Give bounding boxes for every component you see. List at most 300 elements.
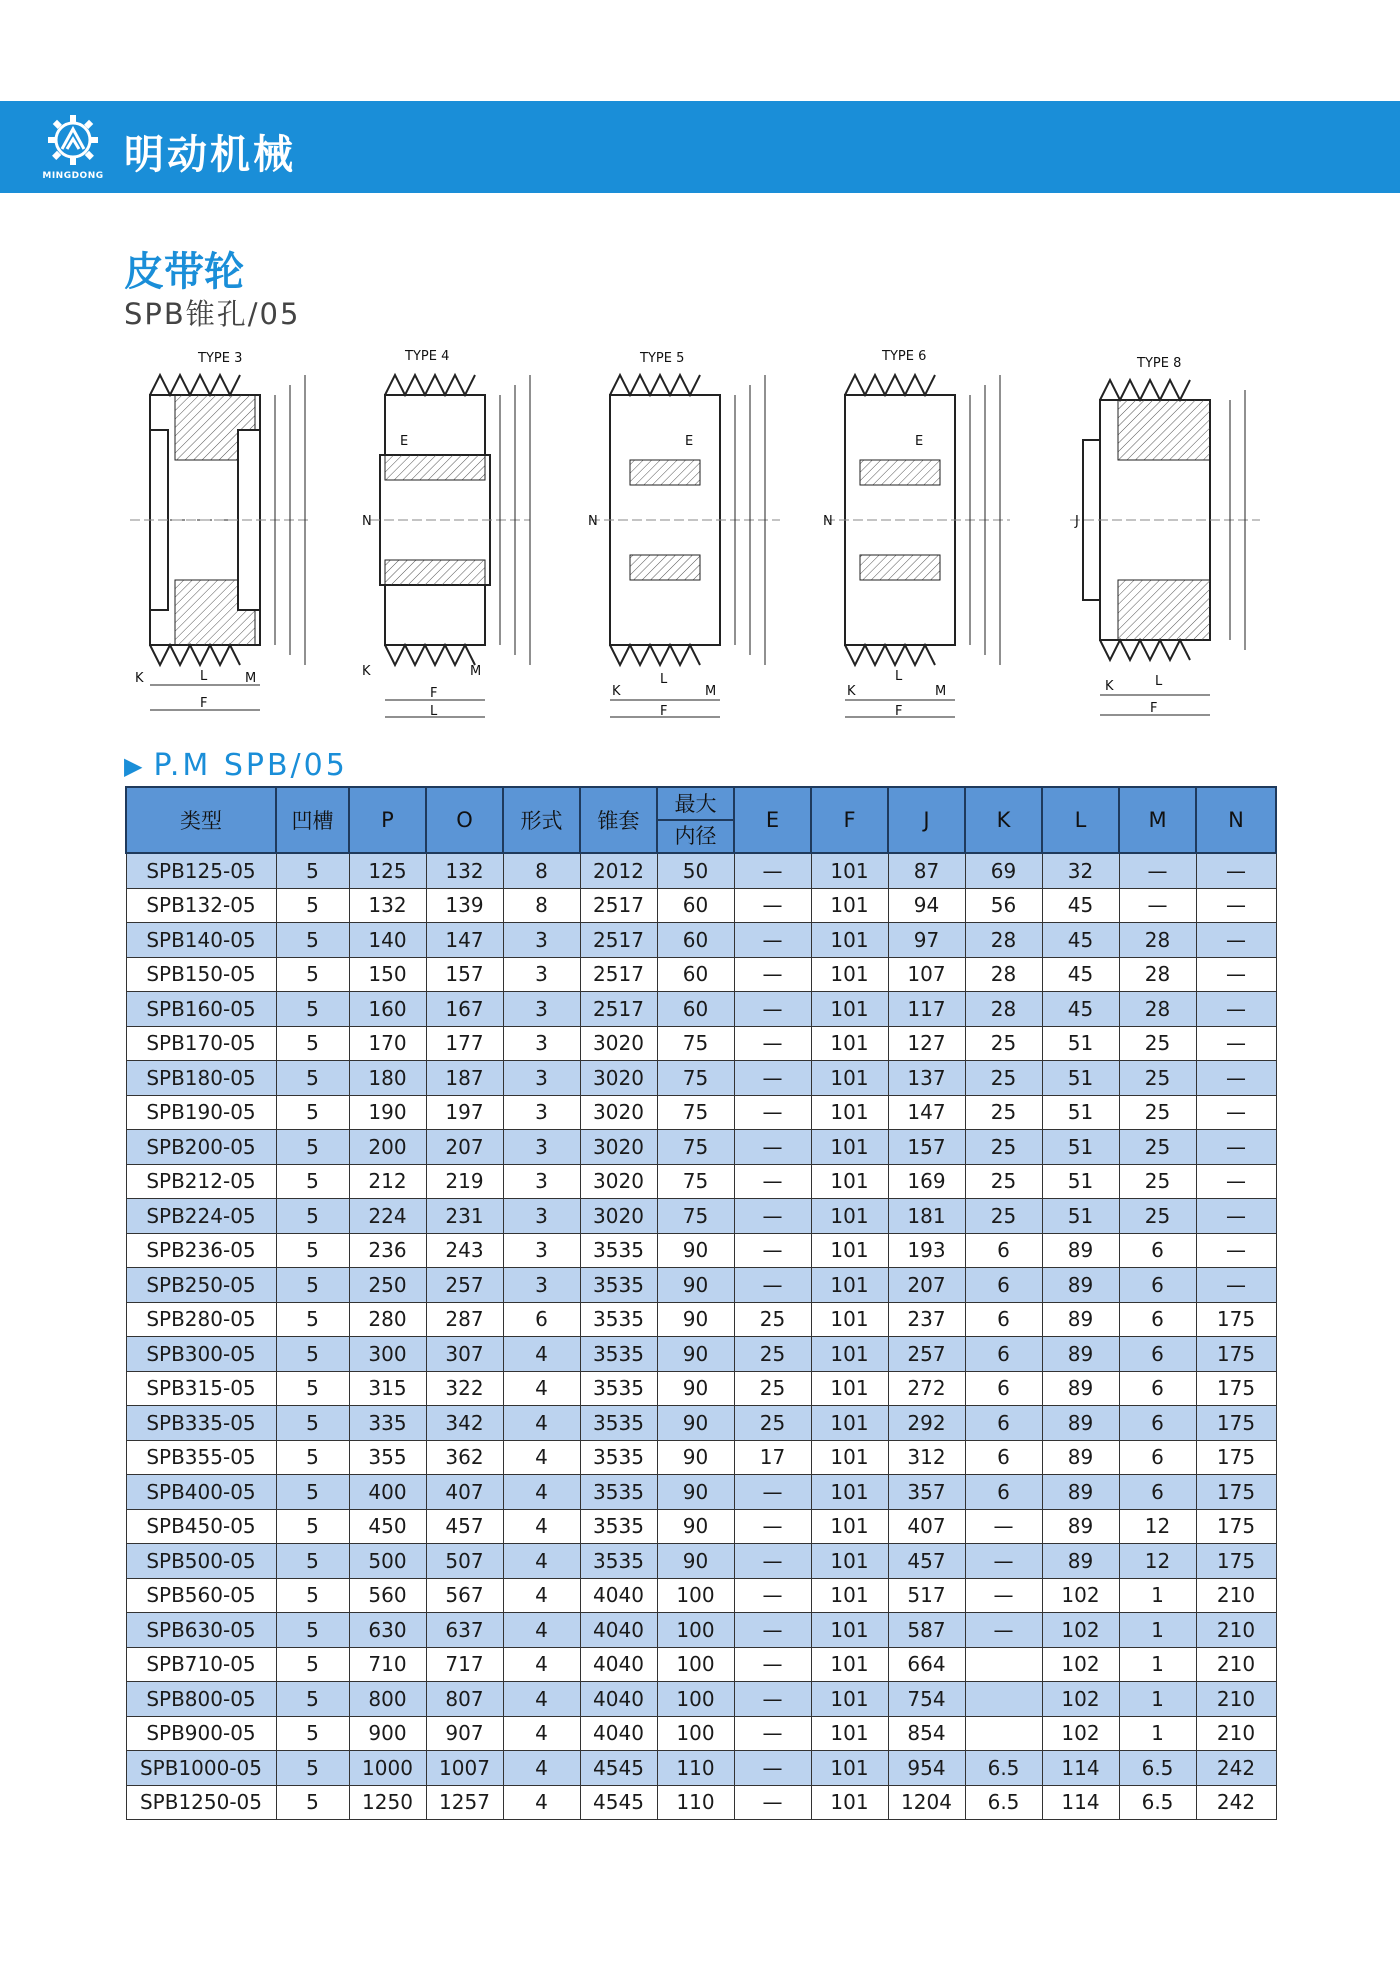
cell-j: 157: [888, 1130, 965, 1165]
cell-p: 1250: [349, 1785, 426, 1820]
cell-n: 210: [1196, 1613, 1276, 1648]
cell-o: 567: [426, 1578, 503, 1613]
cell-max-bore: 110: [657, 1751, 734, 1786]
cell-l: 45: [1042, 957, 1119, 992]
cell-p: 180: [349, 1061, 426, 1096]
cell-l: 51: [1042, 1061, 1119, 1096]
table-row: [126, 1716, 1276, 1751]
cell-type: SPB236-05: [126, 1233, 276, 1268]
cell-m: —: [1119, 888, 1196, 923]
cell-form: 3: [503, 1130, 580, 1165]
type3-label: TYPE 3: [198, 351, 243, 366]
cell-type: SPB180-05: [126, 1061, 276, 1096]
cell-grooves: 5: [276, 1475, 349, 1510]
cell-bush: 3535: [580, 1544, 657, 1579]
cell-p: 400: [349, 1475, 426, 1510]
cell-p: 140: [349, 923, 426, 958]
cell-f: 101: [811, 853, 888, 888]
cell-p: 355: [349, 1440, 426, 1475]
cell-o: 231: [426, 1199, 503, 1234]
cell-n: 175: [1196, 1371, 1276, 1406]
cell-f: 101: [811, 1061, 888, 1096]
cell-o: 197: [426, 1095, 503, 1130]
cell-e: —: [734, 1682, 811, 1717]
cell-j: 127: [888, 1026, 965, 1061]
table-row: [126, 1440, 1276, 1475]
cell-m: 25: [1119, 1095, 1196, 1130]
cell-grooves: 5: [276, 1130, 349, 1165]
cell-f: 101: [811, 1544, 888, 1579]
cell-type: SPB1250-05: [126, 1785, 276, 1820]
table-row: [126, 1406, 1276, 1441]
cell-max-bore: 100: [657, 1716, 734, 1751]
cell-e: 25: [734, 1406, 811, 1441]
cell-p: 335: [349, 1406, 426, 1441]
cell-l: 89: [1042, 1509, 1119, 1544]
cell-e: 25: [734, 1337, 811, 1372]
cell-f: 101: [811, 1509, 888, 1544]
cell-type: SPB315-05: [126, 1371, 276, 1406]
cell-p: 236: [349, 1233, 426, 1268]
cell-type: SPB250-05: [126, 1268, 276, 1303]
svg-text:N: N: [588, 514, 598, 529]
cell-o: 322: [426, 1371, 503, 1406]
table-row: [126, 1130, 1276, 1165]
svg-text:K: K: [362, 664, 371, 679]
cell-f: 101: [811, 1440, 888, 1475]
table-row: [126, 1509, 1276, 1544]
table-row: [126, 957, 1276, 992]
cell-k: 56: [965, 888, 1042, 923]
cell-k: 25: [965, 1164, 1042, 1199]
type6-label: TYPE 6: [882, 349, 927, 364]
cell-n: 175: [1196, 1406, 1276, 1441]
col-type: 类型: [126, 787, 276, 853]
table-body: [126, 853, 1276, 1820]
cell-l: 114: [1042, 1785, 1119, 1820]
cell-l: 32: [1042, 853, 1119, 888]
cell-n: 210: [1196, 1578, 1276, 1613]
cell-bush: 4040: [580, 1682, 657, 1717]
cell-j: 87: [888, 853, 965, 888]
cell-l: 89: [1042, 1302, 1119, 1337]
svg-text:J: J: [1075, 514, 1079, 529]
cell-form: 4: [503, 1371, 580, 1406]
cell-type: SPB630-05: [126, 1613, 276, 1648]
cell-grooves: 5: [276, 992, 349, 1027]
svg-text:M: M: [705, 684, 717, 699]
cell-o: 907: [426, 1716, 503, 1751]
cell-grooves: 5: [276, 1682, 349, 1717]
cell-l: 102: [1042, 1716, 1119, 1751]
cell-o: 257: [426, 1268, 503, 1303]
cell-k: 6: [965, 1440, 1042, 1475]
gear-logo-icon: [34, 109, 112, 171]
cell-max-bore: 75: [657, 1199, 734, 1234]
cell-type: SPB280-05: [126, 1302, 276, 1337]
cell-f: 101: [811, 923, 888, 958]
cell-grooves: 5: [276, 923, 349, 958]
svg-text:E: E: [685, 434, 694, 449]
cell-max-bore: 90: [657, 1440, 734, 1475]
cell-type: SPB224-05: [126, 1199, 276, 1234]
cell-e: —: [734, 1578, 811, 1613]
cell-bush: 3535: [580, 1440, 657, 1475]
table-row: [126, 1613, 1276, 1648]
cell-k: [965, 1647, 1042, 1682]
cell-bush: 4040: [580, 1578, 657, 1613]
cell-max-bore: 100: [657, 1647, 734, 1682]
cell-grooves: 5: [276, 1406, 349, 1441]
cell-j: 517: [888, 1578, 965, 1613]
spec-table: [125, 786, 1277, 1820]
cell-f: 101: [811, 1647, 888, 1682]
col-f: F: [811, 787, 888, 853]
cell-e: —: [734, 1026, 811, 1061]
cell-max-bore: 75: [657, 1130, 734, 1165]
cell-k: [965, 1716, 1042, 1751]
table-row: [126, 1164, 1276, 1199]
section-title: [124, 748, 348, 783]
cell-k: 6: [965, 1406, 1042, 1441]
cell-max-bore: 60: [657, 923, 734, 958]
cell-e: —: [734, 1613, 811, 1648]
cell-n: —: [1196, 923, 1276, 958]
cell-n: 242: [1196, 1785, 1276, 1820]
cell-grooves: 5: [276, 1785, 349, 1820]
cell-f: 101: [811, 1751, 888, 1786]
cell-type: SPB1000-05: [126, 1751, 276, 1786]
cell-bush: 2012: [580, 853, 657, 888]
cell-bush: 3020: [580, 1130, 657, 1165]
cell-m: 6: [1119, 1302, 1196, 1337]
cell-e: —: [734, 1061, 811, 1096]
cell-grooves: 5: [276, 1647, 349, 1682]
svg-text:L: L: [895, 669, 903, 684]
cell-f: 101: [811, 1785, 888, 1820]
cell-form: 4: [503, 1716, 580, 1751]
cell-n: —: [1196, 957, 1276, 992]
cell-f: 101: [811, 1233, 888, 1268]
cell-bush: 4040: [580, 1716, 657, 1751]
svg-text:F: F: [200, 696, 208, 711]
cell-n: 175: [1196, 1475, 1276, 1510]
cell-k: 6: [965, 1371, 1042, 1406]
cell-form: 4: [503, 1337, 580, 1372]
cell-m: 1: [1119, 1682, 1196, 1717]
col-m: M: [1119, 787, 1196, 853]
cell-bush: 3535: [580, 1268, 657, 1303]
cell-f: 101: [811, 1337, 888, 1372]
cell-max-bore: 100: [657, 1578, 734, 1613]
cell-max-bore: 90: [657, 1371, 734, 1406]
cell-bush: 3535: [580, 1302, 657, 1337]
cell-type: SPB200-05: [126, 1130, 276, 1165]
cell-l: 102: [1042, 1647, 1119, 1682]
cell-j: 137: [888, 1061, 965, 1096]
cell-m: 28: [1119, 992, 1196, 1027]
cell-form: 4: [503, 1751, 580, 1786]
cell-l: 89: [1042, 1406, 1119, 1441]
cell-e: —: [734, 1268, 811, 1303]
cell-o: 187: [426, 1061, 503, 1096]
type8-label: TYPE 8: [1137, 356, 1182, 371]
cell-e: —: [734, 888, 811, 923]
cell-l: 89: [1042, 1337, 1119, 1372]
logo: [34, 109, 112, 185]
table-row: [126, 1337, 1276, 1372]
cell-l: 45: [1042, 923, 1119, 958]
cell-l: 102: [1042, 1613, 1119, 1648]
cell-form: 4: [503, 1785, 580, 1820]
svg-text:N: N: [823, 514, 833, 529]
cell-n: —: [1196, 992, 1276, 1027]
type8-drawing: [1070, 356, 1260, 716]
cell-f: 101: [811, 1682, 888, 1717]
cell-max-bore: 75: [657, 1026, 734, 1061]
cell-type: SPB160-05: [126, 992, 276, 1027]
cell-bush: 2517: [580, 923, 657, 958]
cell-j: 1204: [888, 1785, 965, 1820]
cell-k: 6: [965, 1475, 1042, 1510]
cell-e: —: [734, 1509, 811, 1544]
cell-max-bore: 75: [657, 1095, 734, 1130]
cell-n: —: [1196, 1268, 1276, 1303]
cell-max-bore: 110: [657, 1785, 734, 1820]
cell-e: —: [734, 957, 811, 992]
cell-l: 51: [1042, 1199, 1119, 1234]
cell-p: 224: [349, 1199, 426, 1234]
table-row: [126, 888, 1276, 923]
cell-j: 312: [888, 1440, 965, 1475]
cell-p: 250: [349, 1268, 426, 1303]
cell-m: 6: [1119, 1475, 1196, 1510]
cell-m: 6.5: [1119, 1751, 1196, 1786]
cell-m: —: [1119, 853, 1196, 888]
cell-f: 101: [811, 1371, 888, 1406]
cell-j: 107: [888, 957, 965, 992]
cell-p: 315: [349, 1371, 426, 1406]
cell-e: —: [734, 1095, 811, 1130]
cell-max-bore: 60: [657, 992, 734, 1027]
cell-m: 25: [1119, 1026, 1196, 1061]
cell-form: 4: [503, 1509, 580, 1544]
col-bush: 锥套: [580, 787, 657, 853]
cell-type: SPB450-05: [126, 1509, 276, 1544]
cell-o: 287: [426, 1302, 503, 1337]
cell-form: 6: [503, 1302, 580, 1337]
cell-j: 292: [888, 1406, 965, 1441]
cell-bush: 3535: [580, 1406, 657, 1441]
cell-grooves: 5: [276, 1716, 349, 1751]
cell-grooves: 5: [276, 1613, 349, 1648]
cell-form: 4: [503, 1475, 580, 1510]
cell-type: SPB190-05: [126, 1095, 276, 1130]
cell-max-bore: 100: [657, 1682, 734, 1717]
cell-max-bore: 90: [657, 1302, 734, 1337]
cell-n: —: [1196, 1233, 1276, 1268]
cell-j: 664: [888, 1647, 965, 1682]
cell-grooves: 5: [276, 1061, 349, 1096]
cell-bush: 2517: [580, 957, 657, 992]
cell-l: 89: [1042, 1544, 1119, 1579]
cell-k: 28: [965, 957, 1042, 992]
cell-m: 28: [1119, 923, 1196, 958]
cell-form: 3: [503, 923, 580, 958]
cell-f: 101: [811, 1613, 888, 1648]
cell-bush: 4545: [580, 1751, 657, 1786]
cell-bush: 3535: [580, 1233, 657, 1268]
cell-l: 51: [1042, 1095, 1119, 1130]
table-row: [126, 1026, 1276, 1061]
table-row: [126, 1199, 1276, 1234]
cell-j: 207: [888, 1268, 965, 1303]
cell-o: 1007: [426, 1751, 503, 1786]
cell-type: SPB355-05: [126, 1440, 276, 1475]
cell-type: SPB170-05: [126, 1026, 276, 1061]
cell-form: 4: [503, 1647, 580, 1682]
triangle-right-icon: ▶: [124, 751, 146, 780]
cell-n: 210: [1196, 1647, 1276, 1682]
cell-e: —: [734, 1647, 811, 1682]
cell-o: 139: [426, 888, 503, 923]
cell-l: 51: [1042, 1164, 1119, 1199]
cell-form: 3: [503, 992, 580, 1027]
svg-text:F: F: [660, 704, 668, 719]
cell-f: 101: [811, 1130, 888, 1165]
table-row: [126, 1544, 1276, 1579]
cell-f: 101: [811, 1199, 888, 1234]
cell-o: 457: [426, 1509, 503, 1544]
svg-text:F: F: [895, 704, 903, 719]
cell-p: 280: [349, 1302, 426, 1337]
cell-o: 807: [426, 1682, 503, 1717]
cell-n: —: [1196, 1130, 1276, 1165]
type4-label: TYPE 4: [405, 349, 450, 364]
col-l: L: [1042, 787, 1119, 853]
type6-drawing: [823, 349, 1010, 719]
cell-n: —: [1196, 888, 1276, 923]
cell-grooves: 5: [276, 1199, 349, 1234]
cell-type: SPB140-05: [126, 923, 276, 958]
cell-n: —: [1196, 853, 1276, 888]
cell-type: SPB335-05: [126, 1406, 276, 1441]
cell-grooves: 5: [276, 1371, 349, 1406]
cell-p: 212: [349, 1164, 426, 1199]
cell-j: 754: [888, 1682, 965, 1717]
type3-drawing: [130, 351, 310, 711]
cell-o: 307: [426, 1337, 503, 1372]
svg-text:K: K: [1105, 679, 1114, 694]
cell-p: 160: [349, 992, 426, 1027]
cell-l: 89: [1042, 1233, 1119, 1268]
cell-form: 8: [503, 888, 580, 923]
svg-text:K: K: [612, 684, 621, 699]
table-row: [126, 1371, 1276, 1406]
cell-k: —: [965, 1578, 1042, 1613]
svg-text:L: L: [660, 672, 668, 687]
cell-form: 3: [503, 1268, 580, 1303]
cell-max-bore: 90: [657, 1475, 734, 1510]
cell-j: 457: [888, 1544, 965, 1579]
cell-k: 6.5: [965, 1751, 1042, 1786]
cell-l: 45: [1042, 992, 1119, 1027]
cell-m: 6: [1119, 1268, 1196, 1303]
cell-l: 102: [1042, 1682, 1119, 1717]
cell-n: 175: [1196, 1544, 1276, 1579]
cell-p: 300: [349, 1337, 426, 1372]
svg-text:L: L: [430, 704, 438, 719]
type4-drawing: [362, 349, 530, 719]
cell-p: 630: [349, 1613, 426, 1648]
cell-grooves: 5: [276, 1578, 349, 1613]
col-j: J: [888, 787, 965, 853]
cell-form: 3: [503, 1164, 580, 1199]
cell-grooves: 5: [276, 1337, 349, 1372]
cell-k: —: [965, 1613, 1042, 1648]
cell-p: 125: [349, 853, 426, 888]
cell-l: 114: [1042, 1751, 1119, 1786]
cell-bush: 4040: [580, 1613, 657, 1648]
cell-k: 25: [965, 1061, 1042, 1096]
cell-n: 175: [1196, 1440, 1276, 1475]
cell-j: 169: [888, 1164, 965, 1199]
cell-o: 717: [426, 1647, 503, 1682]
page-subtitle: SPB锥孔/05: [124, 297, 301, 331]
svg-text:L: L: [200, 669, 208, 684]
svg-text:K: K: [135, 671, 144, 686]
cell-e: —: [734, 1233, 811, 1268]
cell-f: 101: [811, 1095, 888, 1130]
cell-form: 8: [503, 853, 580, 888]
cell-type: SPB300-05: [126, 1337, 276, 1372]
cell-type: SPB500-05: [126, 1544, 276, 1579]
cell-o: 157: [426, 957, 503, 992]
cell-e: —: [734, 1199, 811, 1234]
cell-o: 243: [426, 1233, 503, 1268]
cell-f: 101: [811, 1268, 888, 1303]
cell-m: 12: [1119, 1544, 1196, 1579]
cell-grooves: 5: [276, 1440, 349, 1475]
table-row: [126, 992, 1276, 1027]
cell-o: 1257: [426, 1785, 503, 1820]
cell-k: 28: [965, 992, 1042, 1027]
cell-p: 190: [349, 1095, 426, 1130]
cell-n: —: [1196, 1199, 1276, 1234]
cell-form: 3: [503, 1026, 580, 1061]
table-row: [126, 1578, 1276, 1613]
cell-bush: 3535: [580, 1371, 657, 1406]
table-row: [126, 1268, 1276, 1303]
cell-p: 132: [349, 888, 426, 923]
cell-max-bore: 90: [657, 1337, 734, 1372]
cell-j: 407: [888, 1509, 965, 1544]
cell-j: 587: [888, 1613, 965, 1648]
cell-form: 4: [503, 1406, 580, 1441]
cell-type: SPB560-05: [126, 1578, 276, 1613]
cell-f: 101: [811, 1578, 888, 1613]
cell-p: 450: [349, 1509, 426, 1544]
cell-k: 28: [965, 923, 1042, 958]
cell-n: 175: [1196, 1302, 1276, 1337]
cell-max-bore: 100: [657, 1613, 734, 1648]
cell-f: 101: [811, 1406, 888, 1441]
table-row: [126, 1095, 1276, 1130]
cell-p: 560: [349, 1578, 426, 1613]
table-row: [126, 1682, 1276, 1717]
svg-text:E: E: [400, 434, 409, 449]
cell-form: 3: [503, 957, 580, 992]
